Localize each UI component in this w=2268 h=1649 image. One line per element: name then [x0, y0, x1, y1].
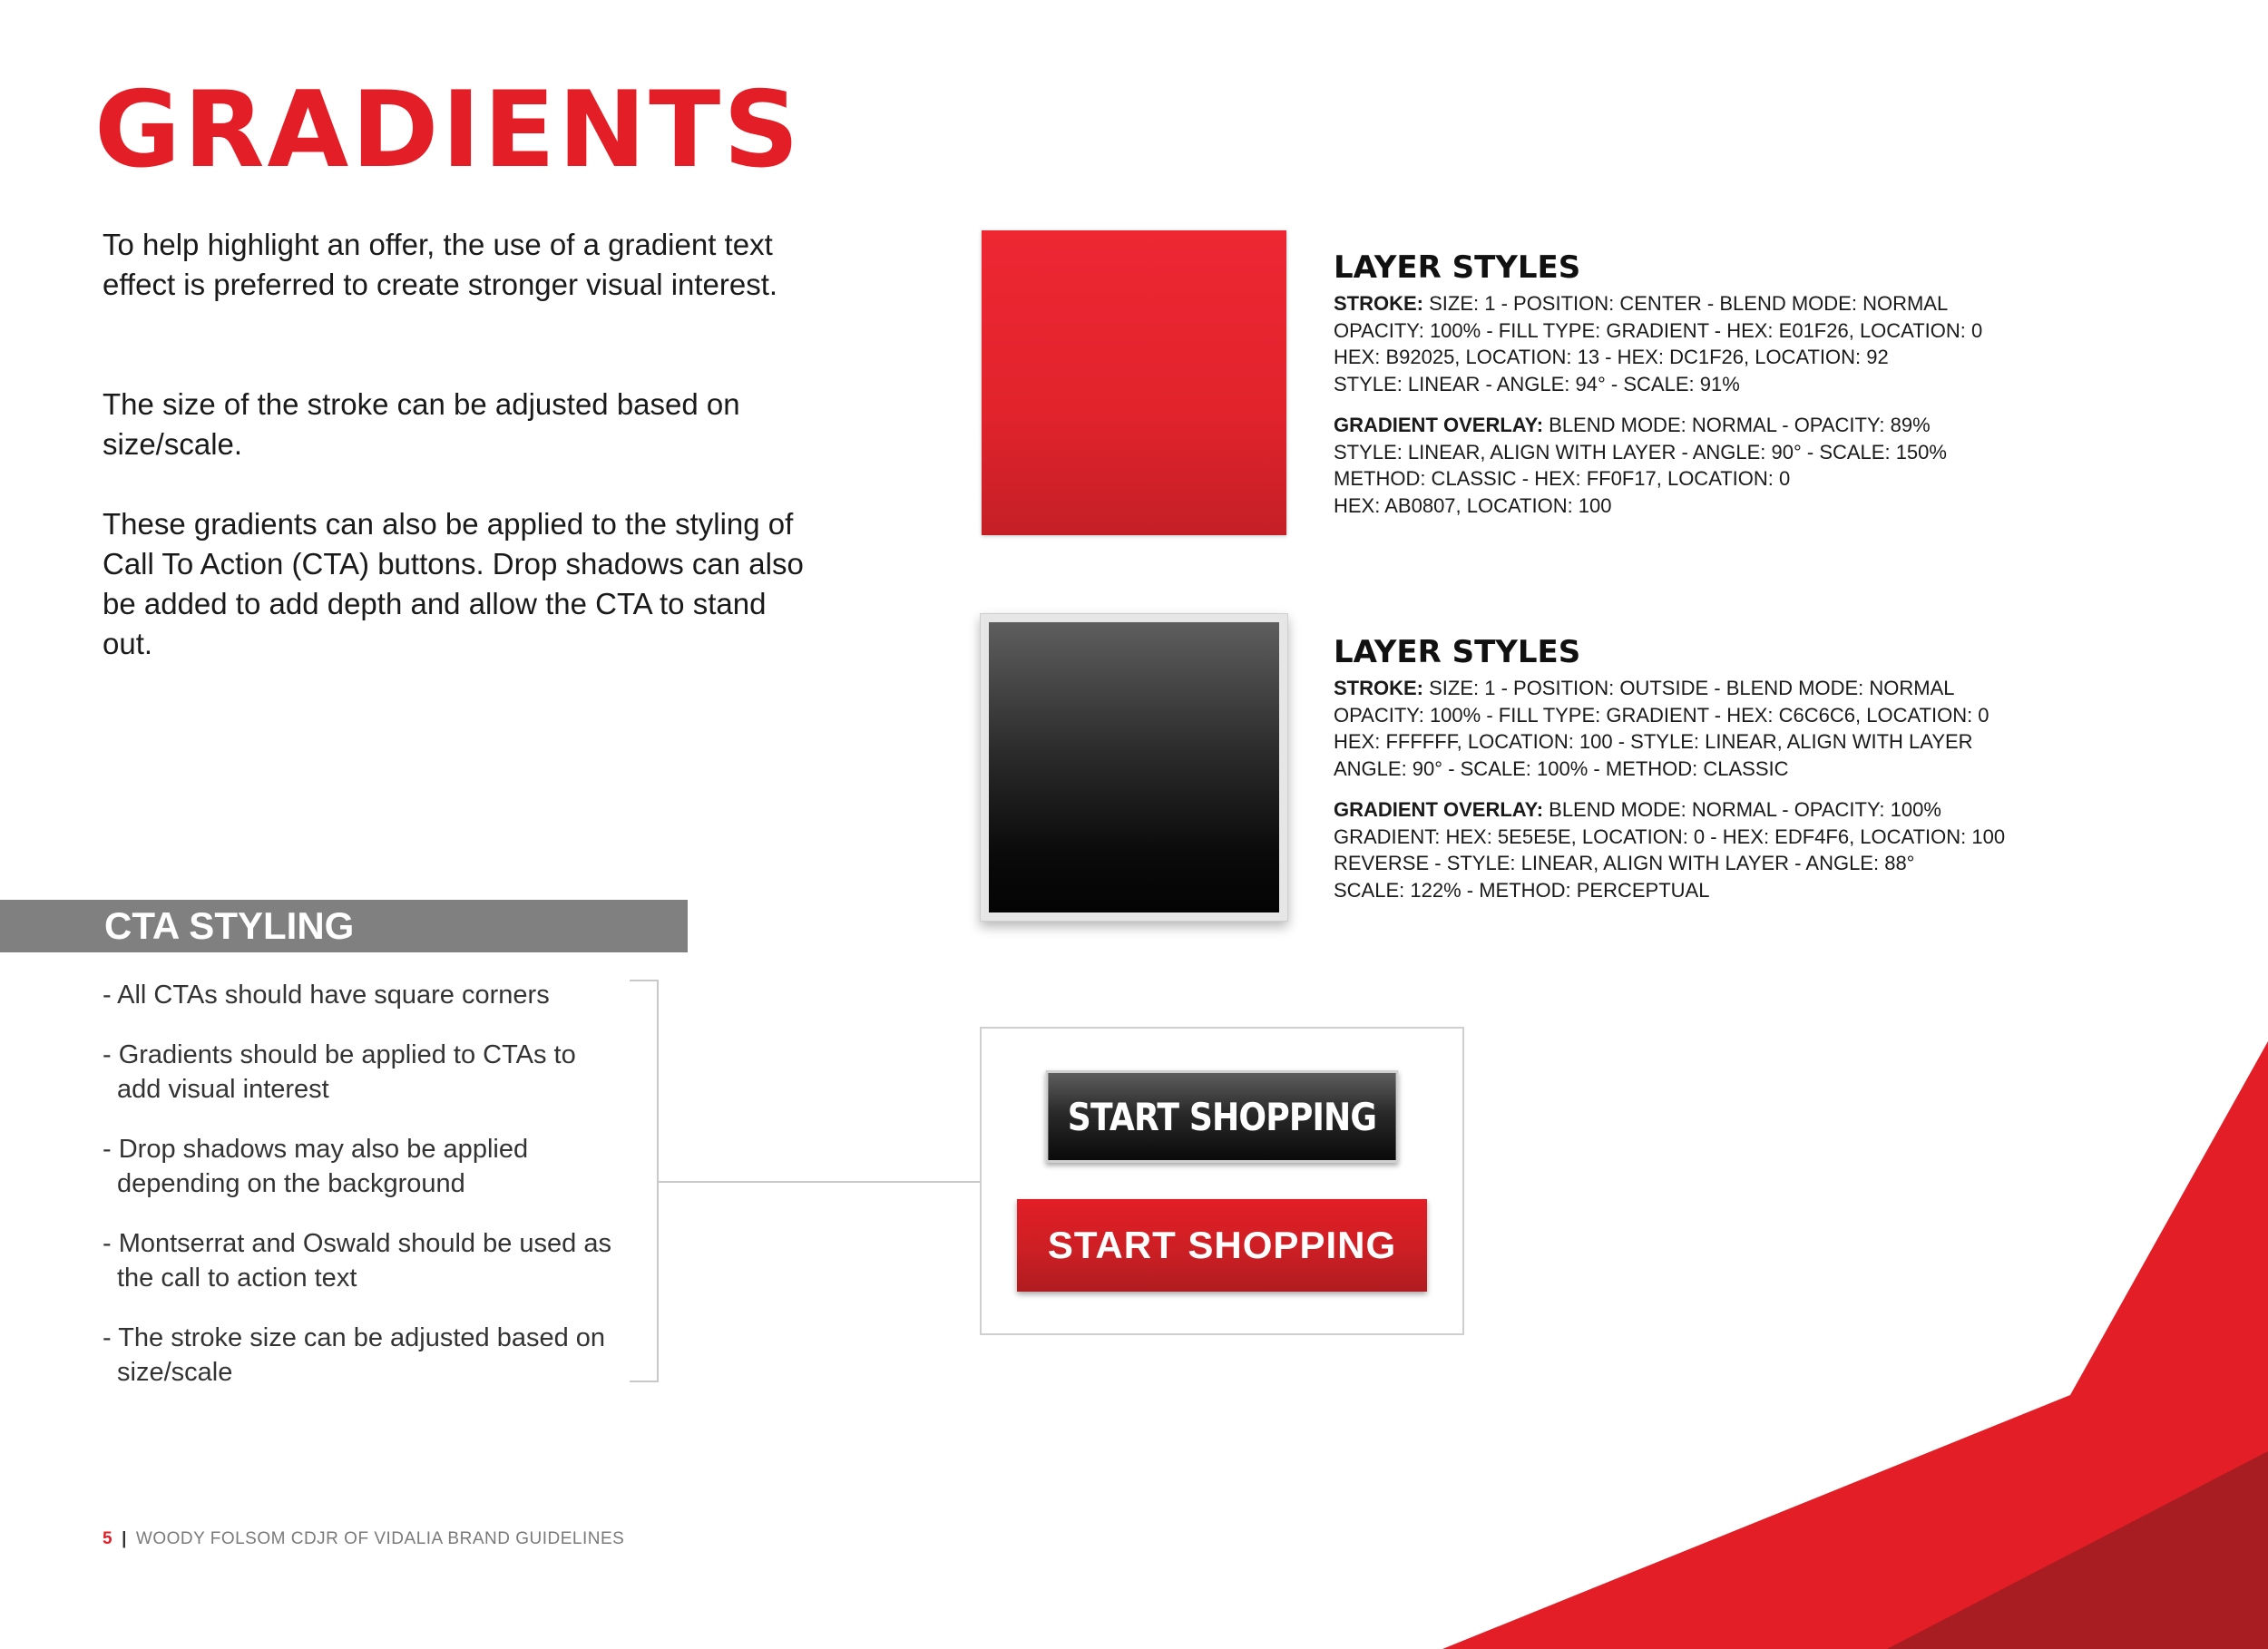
overlay-line: REVERSE - STYLE: LINEAR, ALIGN WITH LAYER - ANGLE: 88° [1334, 852, 1915, 874]
black-gradient-swatch [989, 622, 1279, 912]
list-item: - Montserrat and Oswald should be used as the call to action text [103, 1229, 611, 1293]
list-item: - All CTAs should have square corners [103, 981, 550, 1010]
overlay-line: GRADIENT: HEX: 5E5E5E, LOCATION: 0 - HEX: EDF4F6, LOCATION: 100 [1334, 824, 2006, 848]
stroke-line: STROKE: SIZE: 1 - POSITION: OUTSIDE - BLEND MODE: NORMAL [1334, 677, 1955, 699]
start-shopping-red-button[interactable]: START SHOPPING [1017, 1199, 1427, 1292]
layer-styles-heading: LAYER STYLES [1334, 634, 1581, 670]
overlay-line: SCALE: 122% - METHOD: PERCEPTUAL [1334, 878, 1710, 902]
page-title: GRADIENTS [94, 69, 802, 191]
cta-guidelines-list [103, 978, 647, 1415]
overlay-line: STYLE: LINEAR, ALIGN WITH LAYER - ANGLE: 90° - SCALE: 150% [1334, 440, 1947, 463]
cta-styling-header-bar [0, 900, 688, 952]
red-gradient-swatch [982, 230, 1286, 535]
stroke-line: OPACITY: 100% - FILL TYPE: GRADIENT - HEX: E01F26, LOCATION: 0 [1334, 318, 1983, 342]
stroke-line: STROKE: SIZE: 1 - POSITION: CENTER - BLEND MODE: NORMAL [1334, 292, 1949, 315]
layer-styles-heading: LAYER STYLES [1334, 249, 1581, 286]
bracket-connector-line [659, 1181, 980, 1183]
overlay-line: GRADIENT OVERLAY: BLEND MODE: NORMAL - OPACITY: 100% [1334, 798, 1941, 821]
intro-paragraph-2: The size of the stroke can be adjusted based on size/scale. [103, 387, 740, 461]
stroke-line: ANGLE: 90° - SCALE: 100% - METHOD: CLASSIC [1334, 756, 1789, 780]
intro-paragraph-3: These gradients can also be applied to the styling of Call To Action (CTA) buttons. Drop shadows can also be added to add depth and allow the CTA to stand out. [103, 507, 804, 660]
footer-text: WOODY FOLSOM CDJR OF VIDALIA BRAND GUIDELINES [135, 1529, 625, 1548]
overlay-line: METHOD: CLASSIC - HEX: FF0F17, LOCATION: 0 [1334, 467, 1791, 490]
stroke-line: OPACITY: 100% - FILL TYPE: GRADIENT - HEX: C6C6C6, LOCATION: 0 [1334, 703, 1989, 727]
layer-styles-red [1334, 250, 2241, 519]
list-bracket [630, 980, 659, 1382]
footer-separator: | [122, 1529, 127, 1548]
page-footer [103, 1529, 624, 1549]
stroke-line: STYLE: LINEAR - ANGLE: 94° - SCALE: 91% [1334, 372, 1740, 395]
overlay-line: GRADIENT OVERLAY: BLEND MODE: NORMAL - OPACITY: 89% [1334, 414, 1931, 436]
start-shopping-dark-button[interactable]: START SHOPPING [1046, 1070, 1399, 1163]
intro-paragraph-1: To help highlight an offer, the use of a gradient text effect is preferred to create stronger visual interest. [103, 228, 778, 301]
list-item: - Drop shadows may also be applied depending on the background [103, 1135, 529, 1198]
list-item: - The stroke size can be adjusted based on size/scale [103, 1323, 606, 1387]
stroke-line: HEX: FFFFFF, LOCATION: 100 - STYLE: LINEAR, ALIGN WITH LAYER [1334, 730, 1973, 753]
page-number: 5 [103, 1529, 113, 1548]
overlay-line: HEX: AB0807, LOCATION: 100 [1334, 493, 1612, 517]
list-item: - Gradients should be applied to CTAs to add visual interest [103, 1040, 576, 1104]
stroke-line: HEX: B92025, LOCATION: 13 - HEX: DC1F26, LOCATION: 92 [1334, 346, 1889, 368]
cta-styling-heading: CTA STYLING [104, 904, 355, 947]
layer-styles-black [1334, 635, 2241, 903]
